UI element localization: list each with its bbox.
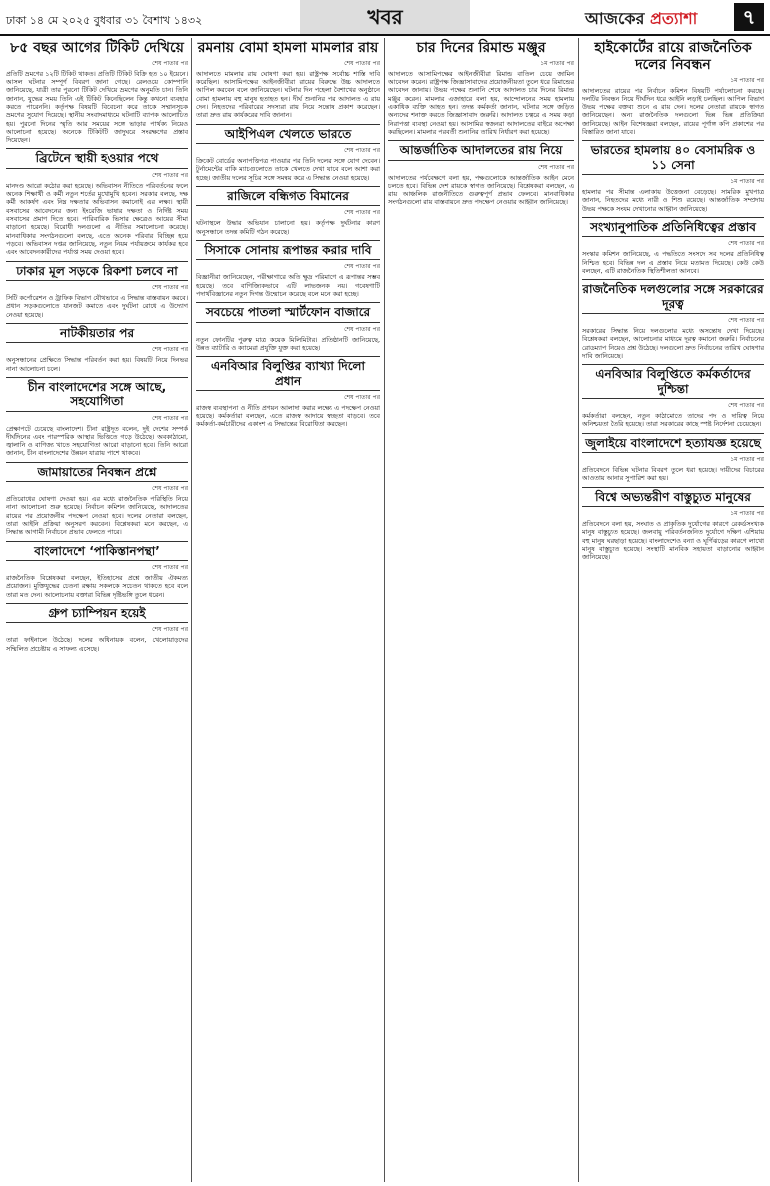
logo-word-2: প্রত্যাশা <box>649 9 698 28</box>
continued-note: ১ম পাতার পর <box>540 59 574 67</box>
issue-date: ঢাকা ১৪ মে ২০২৫ বুধবার ৩১ বৈশাখ ১৪৩২ <box>6 14 203 27</box>
story-body: প্রতিবেদনে বলা হয়, সংঘাত ও প্রাকৃতিক দুর্যোগের কারণে রেকর্ডসংখ্যক মানুষ বাস্তুচ্যুত হয়েছে। জলবায়ু পরিবর্তনজনিত দুর্যোগে দক্ষিণ এশিয়ায় বহু মানুষ ঘরছাড়া হয়েছে। বাংলাদেশেও বন্যা ও ঘূর্ণিঝড়ের কারণে লাখো মানুষ বাস্তুচ্যুত হয়েছে। সংস্থাটি মানবিক সহায়তা বাড়ানোর আহ্বান জানিয়েছে। <box>582 520 764 562</box>
masthead <box>0 0 770 36</box>
news-story <box>196 186 380 236</box>
continued-note: শেষ পাতার পর <box>152 626 188 634</box>
story-body: সরকারের সিদ্ধান্ত নিয়ে দলগুলোর মধ্যে অসন্তোষ দেখা দিয়েছে। বিশ্লেষকরা বলছেন, আলোচনার মাধ্যমে দূরত্ব কমানো জরুরি। নির্বাচনের রোডম্যাপ নিয়েও প্রশ্ন উঠেছে। দলগুলো দ্রুত নির্বাচনের তারিখ ঘোষণার দাবি জানিয়েছে। <box>582 327 764 360</box>
story-body: ঘটনাস্থলে উদ্ধার অভিযান চালানো হয়। কর্তৃপক্ষ দুর্ঘটনার কারণ অনুসন্ধানে তদন্ত কমিটি গঠন করেছে। <box>196 219 380 236</box>
news-story <box>6 40 188 144</box>
column-1 <box>6 38 188 1182</box>
story-body: আদালতের রায়ের পর নির্বাচন কমিশন বিষয়টি পর্যালোচনা করছে। দলটির নিবন্ধন নিয়ে দীর্ঘদিন ধরে আইনি লড়াই চলছিল। আপিল বিভাগ উভয় পক্ষের বক্তব্য শুনে এ রায় দেন। দলের নেতারা রায়কে স্বাগত জানিয়েছেন। অন্য রাজনৈতিক দলগুলো ভিন্ন ভিন্ন প্রতিক্রিয়া জানিয়েছে। আইন বিশেষজ্ঞরা বলছেন, রায়ের পূর্ণাঙ্গ কপি প্রকাশের পর বিস্তারিত জানা যাবে। <box>582 86 764 137</box>
continued-note: শেষ পাতার পর <box>344 263 380 271</box>
continued-note: শেষ পাতার পর <box>152 564 188 572</box>
page-number: ৭ <box>734 3 764 31</box>
story-body: প্রতিবেদনে বিভিন্ন ঘটনার বিবরণ তুলে ধরা হয়েছে। দায়ীদের বিচারের আওতায় আনার সুপারিশ করা হয়। <box>582 466 764 483</box>
story-body: প্রতিরোধের ঘোষণা দেওয়া হয়। এর মধ্যে রাজনৈতিক পরিস্থিতি নিয়ে নানা আলোচনা শুরু হয়েছে। নির্বাচন কমিশন জানিয়েছে, আদালতের রায়ের পর প্রয়োজনীয় পদক্ষেপ নেওয়া হবে। দলের নেতারা বলছেন, তারা আইনি প্রক্রিয়া অনুসরণ করবেন। বিশ্লেষকরা মনে করছেন, এ সিদ্ধান্ত আগামী নির্বাচনে প্রভাব ফেলতে পারে। <box>6 495 188 537</box>
story-headline: আইপিএল খেলতে ভারতে <box>196 124 380 144</box>
continued-note: শেষ পাতার পর <box>728 402 764 410</box>
news-story <box>582 364 764 428</box>
story-headline: চার দিনের রিমান্ড মঞ্জুর <box>416 40 546 56</box>
news-story <box>582 433 764 483</box>
news-story <box>6 462 188 537</box>
continued-note: শেষ পাতার পর <box>152 59 188 67</box>
story-headline: এনবিআর বিলুপ্তিতে কর্মকর্তাদের দুশ্চিন্তা <box>582 364 764 399</box>
continued-note: শেষ পাতার পর <box>152 346 188 354</box>
story-headline: চীন বাংলাদেশের সঙ্গে আছে, সহযোগিতা <box>6 377 188 412</box>
news-story <box>582 40 764 136</box>
story-headline: ৮৫ বছর আগের টিকিট দেখিয়ে <box>10 40 184 56</box>
news-story <box>6 148 188 256</box>
news-story <box>196 40 380 120</box>
story-body: বিজ্ঞানীরা জানিয়েছেন, পরীক্ষাগারে অতি ক্ষুদ্র পরিমাণে এ রূপান্তর সম্ভব হয়েছে। তবে বাণিজ্যিকভাবে এটি লাভজনক নয়। গবেষণাটি পদার্থবিজ্ঞানের নতুন দিগন্ত উন্মোচন করেছে বলে মনে করা হচ্ছে। <box>196 273 380 298</box>
story-body: প্রতিটি ভ্রমণের ১২টি টিকিট থাকত। প্রতিটি টিকিট বিক্রি হত ১০ ইয়েনে। আসল ঘটনার সম্পূর্ণ বিবরণ জানা গেছে। রেলওয়ে কোম্পানি জানিয়েছে, যাত্রী তার পুরনো টিকিট দেখিয়ে ভ্রমণের অনুমতি চান। তিনি জানান, যুদ্ধের সময় তিনি এই টিকিট কিনেছিলেন কিন্তু কখনো ব্যবহার করতে পারেননি। কর্তৃপক্ষ বিষয়টি বিবেচনা করে তাকে সম্মানসূচক ভ্রমণের সুযোগ দিয়েছে। স্থানীয় সংবাদমাধ্যমে ঘটনাটি ব্যাপক আলোচিত হয়। পুরনো দিনের স্মৃতি আর সময়ের সঙ্গে ভাড়ার পার্থক্য নিয়েও আলোচনা হয়েছে। অনেকে টিকিটটি জাদুঘরে সংরক্ষণের প্রস্তাব দিয়েছেন। <box>6 69 188 145</box>
logo-word-1: আজকের <box>585 9 645 28</box>
continued-note: শেষ পাতার পর <box>152 414 188 422</box>
news-story <box>388 140 574 207</box>
news-story <box>6 323 188 373</box>
continued-note: শেষ পাতার পর <box>538 163 574 171</box>
story-headline: সংখ্যানুপাতিক প্রতিনিধিত্বের প্রস্তাব <box>582 217 764 237</box>
story-headline: সবচেয়ে পাতলা স্মার্টফোন বাজারে <box>196 302 380 322</box>
story-body: তারা ফাইনালে উঠেছে। দলের অধিনায়ক বলেন, খেলোয়াড়দের সম্মিলিত প্রচেষ্টায় এ সাফল্য এসেছে। <box>6 636 188 653</box>
continued-note: শেষ পাতার পর <box>344 393 380 401</box>
story-headline: এনবিআর বিলুপ্তির ব্যাখ্যা দিলো প্রধান <box>196 356 380 391</box>
continued-note: ১ম পাতার পর <box>730 510 764 518</box>
column-divider <box>191 38 192 1182</box>
news-story <box>582 487 764 562</box>
story-body: মানদণ্ড আরো কঠোর করা হয়েছে। অভিবাসন নীতিতে পরিবর্তনের ফলে অনেক শিক্ষার্থী ও কর্মী নতুন শর্তের মুখোমুখি হবেন। সরকার বলছে, দক্ষ কর্মী আকর্ষণ এবং নিম্ন দক্ষতার অভিবাসন কমানোই এর লক্ষ্য। স্থায়ী বসবাসের আবেদনের জন্য ইংরেজি ভাষার দক্ষতা ও নির্দিষ্ট সময় বসবাসের প্রমাণ দিতে হবে। পারিবারিক ভিসার ক্ষেত্রেও আয়ের সীমা বাড়ানো হয়েছে। বিরোধী দলগুলো এ নীতির সমালোচনা করেছে। মানবাধিকার সংগঠনগুলো বলছে, এতে অনেক পরিবার বিচ্ছিন্ন হয়ে পড়বে। অভিবাসন দপ্তর জানিয়েছে, নতুন নিয়ম পর্যায়ক্রমে কার্যকর হবে এবং আবেদনকারীদের পর্যাপ্ত সময় দেওয়া হবে। <box>6 181 188 257</box>
continued-note: শেষ পাতার পর <box>152 485 188 493</box>
news-story <box>582 279 764 360</box>
news-story <box>196 302 380 352</box>
newspaper-logo <box>585 6 697 33</box>
story-body: সিটি কর্পোরেশন ও ট্রাফিক বিভাগ যৌথভাবে এ সিদ্ধান্ত বাস্তবায়ন করবে। প্রধান সড়কগুলোতে যানজট কমাতে এবং দুর্ঘটনা রোধে এ উদ্যোগ নেওয়া হয়েছে। <box>6 293 188 319</box>
section-title: খবর <box>300 0 470 34</box>
story-headline: বাংলাদেশে ‘পাকিস্তানপন্থা’ <box>6 541 188 561</box>
story-body: আদালতের পর্যবেক্ষণে বলা হয়, পক্ষগুলোকে আন্তর্জাতিক আইন মেনে চলতে হবে। বিভিন্ন দেশ রায়কে স্বাগত জানিয়েছে। বিশ্লেষকরা বলছেন, এ রায় আঞ্চলিক রাজনীতিতে গুরুত্বপূর্ণ প্রভাব ফেলবে। মানবাধিকার সংগঠনগুলো রায় বাস্তবায়নে দ্রুত পদক্ষেপ নেওয়ার আহ্বান জানিয়েছে। <box>388 173 574 207</box>
story-body: রাজস্ব ব্যবস্থাপনা ও নীতি প্রণয়ন আলাদা করার লক্ষ্যে এ পদক্ষেপ নেওয়া হয়েছে। কর্মকর্তারা বলছেন, এতে রাজস্ব আদায়ে স্বচ্ছতা বাড়বে। তবে কর্মকর্তা-কর্মচারীদের একাংশ এ সিদ্ধান্তের বিরোধিতা করছেন। <box>196 403 380 429</box>
story-headline: রাজিলে বন্ধিগত বিমানের <box>196 186 380 206</box>
column-4 <box>582 38 764 1182</box>
story-headline: ভারতের হামলায় ৪০ বেসামরিক ও ১১ সেনা <box>582 140 764 175</box>
story-body: আদালতে মামলার রায় ঘোষণা করা হয়। রাষ্ট্রপক্ষ সর্বোচ্চ শাস্তি দাবি করেছিল। আসামিপক্ষের আইনজীবীরা রায়ের বিরুদ্ধে উচ্চ আদালতে আপিল করবেন বলে জানিয়েছেন। ঘটনার দিন পহেলা বৈশাখের অনুষ্ঠানে বোমা হামলায় বহু মানুষ হতাহত হন। দীর্ঘ শুনানির পর আদালত এ রায় দেন। নিহতদের পরিবারের সদস্যরা রায় নিয়ে সন্তোষ প্রকাশ করেছেন। তারা দ্রুত রায় কার্যকরের দাবি জানান। <box>196 69 380 120</box>
story-headline: ব্রিটেনে স্থায়ী হওয়ার পথে <box>6 148 188 168</box>
story-headline: বিশ্বে অভ্যন্তরীণ বাস্তুচ্যুত মানুষের <box>582 487 764 507</box>
story-body: প্রেক্ষাপটে চেয়েছে বাংলাদেশ। চীনা রাষ্ট্রদূত বলেন, দুই দেশের সম্পর্ক দীর্ঘদিনের এবং পারস্পরিক আস্থার ভিত্তিতে গড়ে উঠেছে। অবকাঠামো, জ্বালানি ও বাণিজ্য খাতে সহযোগিতা আরো বাড়ানো হবে। তিনি আরো জানান, চীন বাংলাদেশের উন্নয়ন যাত্রায় পাশে থাকবে। <box>6 424 188 458</box>
news-story <box>6 603 188 653</box>
story-headline: নাটকীয়তার পর <box>6 323 188 343</box>
story-body: ক্রিকেট বোর্ডের অনাপত্তিপত্র পাওয়ার পর তিনি দলের সঙ্গে যোগ দেবেন। টুর্নামেন্টের বাকি ম্যাচগুলোতে তাকে খেলতে দেখা যাবে বলে আশা করা হচ্ছে। জাতীয় দলের সূচির সঙ্গে সমন্বয় করে এ সিদ্ধান্ত নেওয়া হয়েছে। <box>196 156 380 182</box>
story-body: কর্মকর্তারা বলছেন, নতুন কাঠামোতে তাদের পদ ও দায়িত্ব নিয়ে অনিশ্চয়তা তৈরি হয়েছে। তারা সরকারের কাছে স্পষ্ট নির্দেশনা চেয়েছেন। <box>582 412 764 429</box>
news-story <box>196 124 380 182</box>
story-headline: জামায়াতের নিবন্ধন প্রশ্নে <box>6 462 188 482</box>
column-2 <box>196 38 380 1182</box>
news-story <box>582 140 764 213</box>
news-story <box>6 541 188 599</box>
story-body: হামলার পর সীমান্ত এলাকায় উত্তেজনা বেড়েছে। সামরিক মুখপাত্র জানান, নিহতদের মধ্যে নারী ও শিশু রয়েছে। আন্তর্জাতিক সম্প্রদায় উভয় পক্ষকে সংযম দেখানোর আহ্বান জানিয়েছে। <box>582 188 764 213</box>
news-story <box>196 356 380 429</box>
story-headline: আন্তর্জাতিক আদালতের রায় নিয়ে <box>388 140 574 160</box>
story-headline: গ্রুপ চ্যাম্পিয়ন হয়েই <box>6 603 188 623</box>
news-story <box>582 217 764 275</box>
story-body: সংস্কার কমিশন জানিয়েছে, এ পদ্ধতিতে সংসদে সব দলের প্রতিনিধিত্ব নিশ্চিত হবে। বিভিন্ন দল এ প্রস্তাব নিয়ে মতামত দিয়েছে। কেউ কেউ বলছেন, এটি রাজনৈতিক স্থিতিশীলতা আনবে। <box>582 250 764 276</box>
continued-note: ১ম পাতার পর <box>730 178 764 186</box>
continued-note: শেষ পাতার পর <box>152 171 188 179</box>
story-headline: ঢাকার মূল সড়কে রিকশা চলবে না <box>6 261 188 281</box>
story-headline: সিসাকে সোনায় রূপান্তর করার দাবি <box>196 240 380 260</box>
news-story <box>388 40 574 136</box>
news-story <box>6 261 188 319</box>
story-headline: রমনায় বোমা হামলা মামলার রায় <box>197 40 379 56</box>
continued-note: ১ম পাতার পর <box>730 456 764 464</box>
column-divider <box>578 38 579 1182</box>
continued-note: শেষ পাতার পর <box>152 283 188 291</box>
story-headline: হাইকোর্টের রায়ে রাজনৈতিক দলের নিবন্ধন <box>594 40 752 73</box>
continued-note: শেষ পাতার পর <box>728 240 764 248</box>
story-body: রাজনৈতিক বিশ্লেষকরা বলছেন, ইতিহাসের প্রশ্নে জাতীয় ঐকমত্য প্রয়োজন। মুক্তিযুদ্ধের চেতনা রক্ষায় সকলকে সচেতন থাকতে হবে বলে তারা মত দেন। আলোচনায় বক্তারা বিভিন্ন দৃষ্টিভঙ্গি তুলে ধরেন। <box>6 574 188 599</box>
continued-note: শেষ পাতার পর <box>344 209 380 217</box>
continued-note: ১ম পাতার পর <box>730 76 764 84</box>
story-body: আদালতে আসামিপক্ষের আইনজীবীরা রিমান্ড বাতিল চেয়ে জামিন আবেদন করেন। রাষ্ট্রপক্ষ জিজ্ঞাসাবাদের প্রয়োজনীয়তা তুলে ধরে রিমান্ডের আবেদন জানায়। উভয় পক্ষের শুনানি শেষে আদালত চার দিনের রিমান্ড মঞ্জুর করেন। মামলার এজাহারে বলা হয়, আন্দোলনের সময় হামলায় একাধিক ব্যক্তি আহত হন। তদন্ত কর্মকর্তা জানান, ঘটনার সঙ্গে জড়িত অন্যদের শনাক্ত করতে জিজ্ঞাসাবাদ জরুরি। আদালত চত্বরে এ সময় কড়া নিরাপত্তা ব্যবস্থা নেওয়া হয়। আসামির স্বজনরা আদালতের বাইরে অপেক্ষা করছিলেন। মামলার পরবর্তী শুনানির তারিখ নির্ধারণ করা হয়েছে। <box>388 69 574 136</box>
story-body: অনুসন্ধানের প্রেক্ষিতে সিদ্ধান্ত পরিবর্তন করা হয়। বিষয়টি নিয়ে দিনভর নানা আলোচনা চলে। <box>6 356 188 373</box>
story-body: নতুন ফোনটির পুরুত্ব মাত্র কয়েক মিলিমিটার। প্রতিষ্ঠানটি জানিয়েছে, উন্নত ব্যাটারি ও ক্যামেরা প্রযুক্তি যুক্ত করা হয়েছে। <box>196 335 380 352</box>
news-story <box>6 377 188 458</box>
continued-note: শেষ পাতার পর <box>344 146 380 154</box>
continued-note: শেষ পাতার পর <box>344 325 380 333</box>
story-headline: জুলাইয়ে বাংলাদেশে হত্যাযজ্ঞ হয়েছে <box>582 433 764 453</box>
continued-note: শেষ পাতার পর <box>728 317 764 325</box>
column-3 <box>388 38 574 1182</box>
continued-note: শেষ পাতার পর <box>344 59 380 67</box>
story-headline: রাজনৈতিক দলগুলোর সঙ্গে সরকারের দূরত্ব <box>582 279 764 314</box>
column-divider <box>384 38 385 1182</box>
news-story <box>196 240 380 298</box>
